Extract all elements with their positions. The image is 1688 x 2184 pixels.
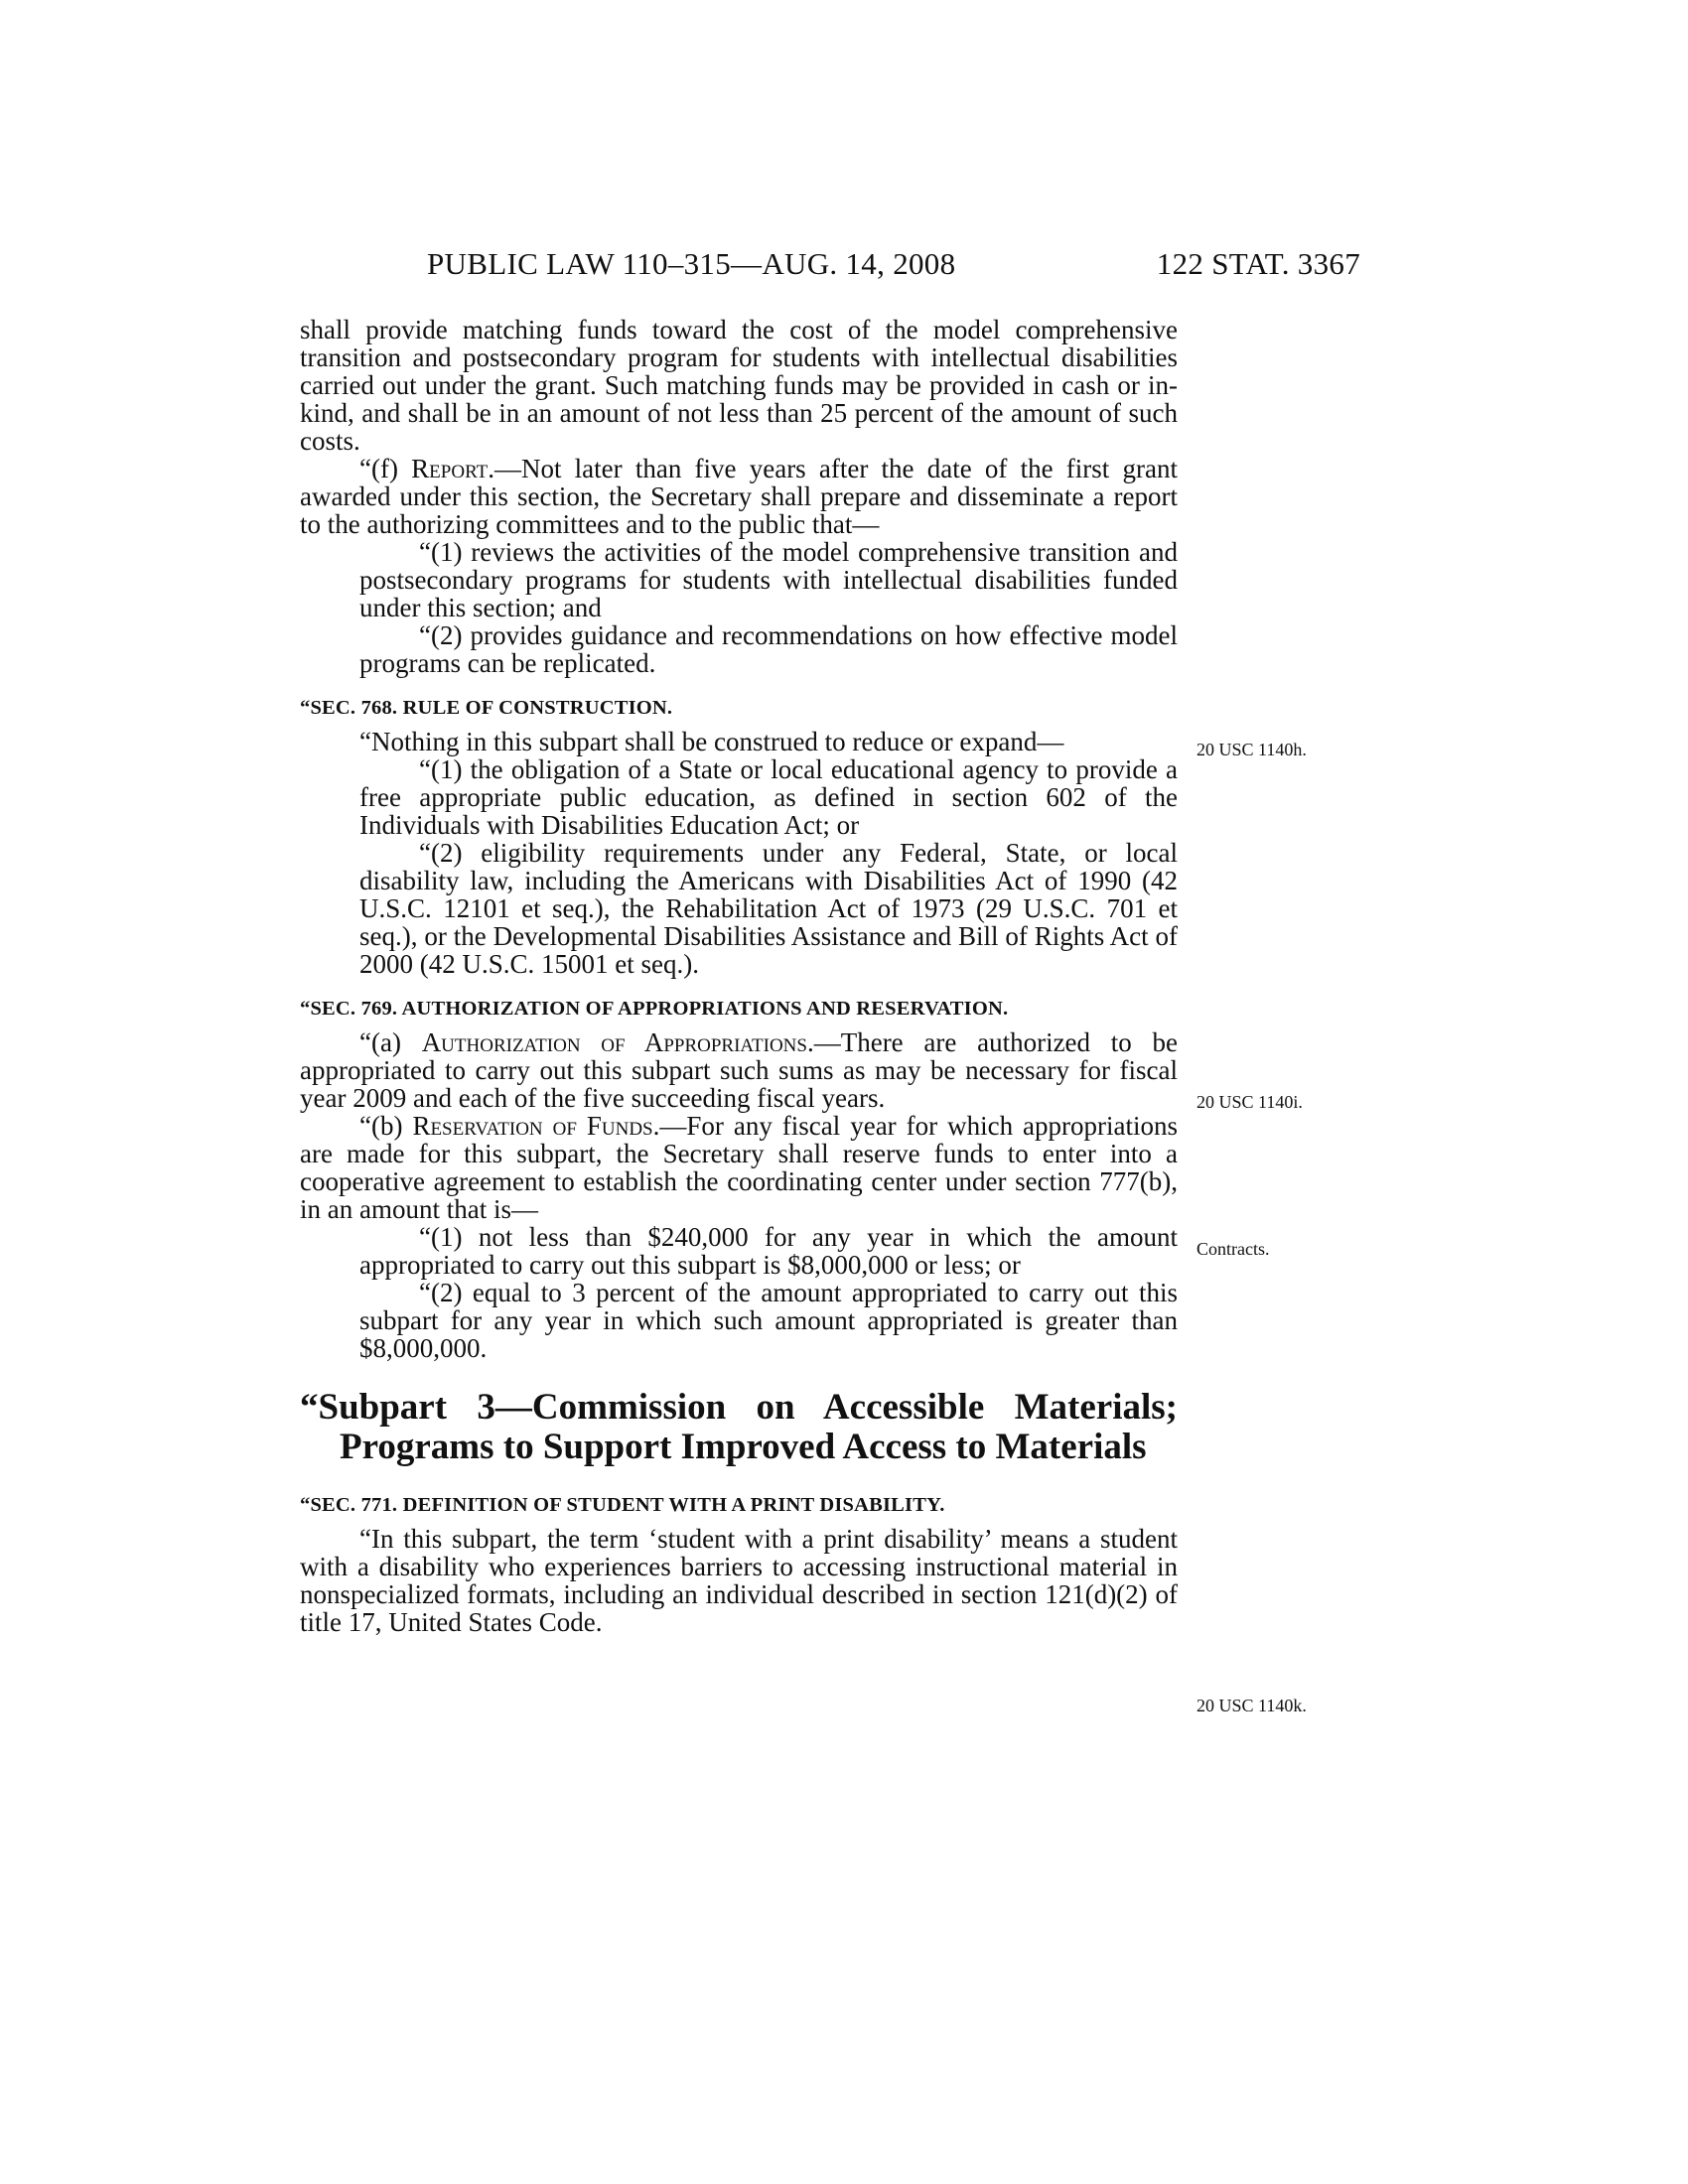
subsection-b-heading: Reservation of Funds: [412, 1111, 653, 1141]
paragraph-b-2: “(2) equal to 3 percent of the amount appropriated to carry out this subpart for any year in which such amount appropriated is greater than $8,000,000.: [359, 1278, 1178, 1363]
margin-note-20-usc-1140i: 20 USC 1140i.: [1196, 1092, 1303, 1112]
subsection-a-authorization: [300, 1028, 1178, 1112]
section-768-heading: “SEC. 768. RULE OF CONSTRUCTION.: [300, 697, 673, 719]
section-768-paragraph-1: “(1) the obligation of a State or local educational agency to provide a free appropriate public education, as defined in section 602 of the Individuals with Disabilities Education Act; or: [359, 754, 1178, 840]
subsection-a-text: .—There are authorized to be appropriated to carry out this subpart such sums as may be necessary for fiscal year 2009 and each of the five succeeding fiscal years.: [300, 1027, 1178, 1113]
margin-note-20-usc-1140k: 20 USC 1140k.: [1196, 1696, 1307, 1715]
subpart-3-title: “Subpart 3—Commission on Accessible Materials; Programs to Support Improved Access to Materials: [300, 1387, 1178, 1467]
subsection-f-label: “(f): [359, 454, 412, 483]
paragraph-f-1: “(1) reviews the activities of the model comprehensive transition and postsecondary programs for students with intellectual disabilities funded under this section; and: [359, 537, 1178, 622]
paragraph-f-2: “(2) provides guidance and recommendations on how effective model programs can be replicated.: [359, 620, 1178, 678]
matching-funds-paragraph: shall provide matching funds toward the cost of the model comprehensive transition and postsecondary program for students with intellectual disabilities carried out under the grant. Such matching funds may be provided in cash or in-kind, and shall be in an amount of not less than 25 percent of the amount of such costs.: [300, 315, 1178, 456]
section-771-heading: “SEC. 771. DEFINITION OF STUDENT WITH A PRINT DISABILITY.: [300, 1494, 945, 1516]
stat-citation: 122 STAT. 3367: [1156, 246, 1360, 281]
law-title: PUBLIC LAW 110–315—AUG. 14, 2008: [427, 246, 956, 281]
subsection-a-heading: Authorization of Appropriations: [421, 1027, 807, 1057]
body-column: [300, 316, 1178, 1636]
subsection-b-label: “(b): [359, 1111, 413, 1141]
section-768-paragraph-2: “(2) eligibility requirements under any Federal, State, or local disability law, including the Americans with Disabilities Act of 1990 (42 U.S.C. 12101 et seq.), the Rehabilitation Act of 1973 (29 U.S.C. 701 et seq.), or the Developmental Disabilities Assistance and Bill of Rights Act of 2000 (42 U.S.C. 15001 et seq.).: [359, 838, 1178, 979]
subsection-f-report: [300, 455, 1178, 538]
section-768-intro: “Nothing in this subpart shall be construed to reduce or expand—: [359, 727, 1064, 756]
section-771-definition: “In this subpart, the term ‘student with a print disability’ means a student with a disability who experiences barriers to accessing instructional material in nonspecialized formats, including an individual described in section 121(d)(2) of title 17, United States Code.: [300, 1524, 1178, 1637]
margin-note-contracts: Contracts.: [1196, 1239, 1270, 1259]
subsection-b-text: .—For any fiscal year for which appropriations are made for this subpart, the Secretary shall reserve funds to enter into a cooperative agreement to establish the coordinating center under section 777(b), in an amount that is—: [300, 1111, 1178, 1224]
section-769-heading: “SEC. 769. AUTHORIZATION OF APPROPRIATIONS AND RESERVATION.: [300, 998, 1009, 1020]
subsection-f-heading: Report: [411, 454, 489, 483]
running-head: [0, 246, 1688, 286]
subsection-f-text: .—Not later than five years after the date of the first grant awarded under this section, the Secretary shall prepare and disseminate a report to the authorizing committees and to the public that—: [300, 454, 1178, 539]
margin-note-20-usc-1140h: 20 USC 1140h.: [1196, 740, 1307, 759]
paragraph-b-1: “(1) not less than $240,000 for any year in which the amount appropriated to carry out this subpart is $8,000,000 or less; or: [359, 1222, 1178, 1280]
subsection-a-label: “(a): [359, 1027, 422, 1057]
subsection-b-reservation: [300, 1112, 1178, 1223]
